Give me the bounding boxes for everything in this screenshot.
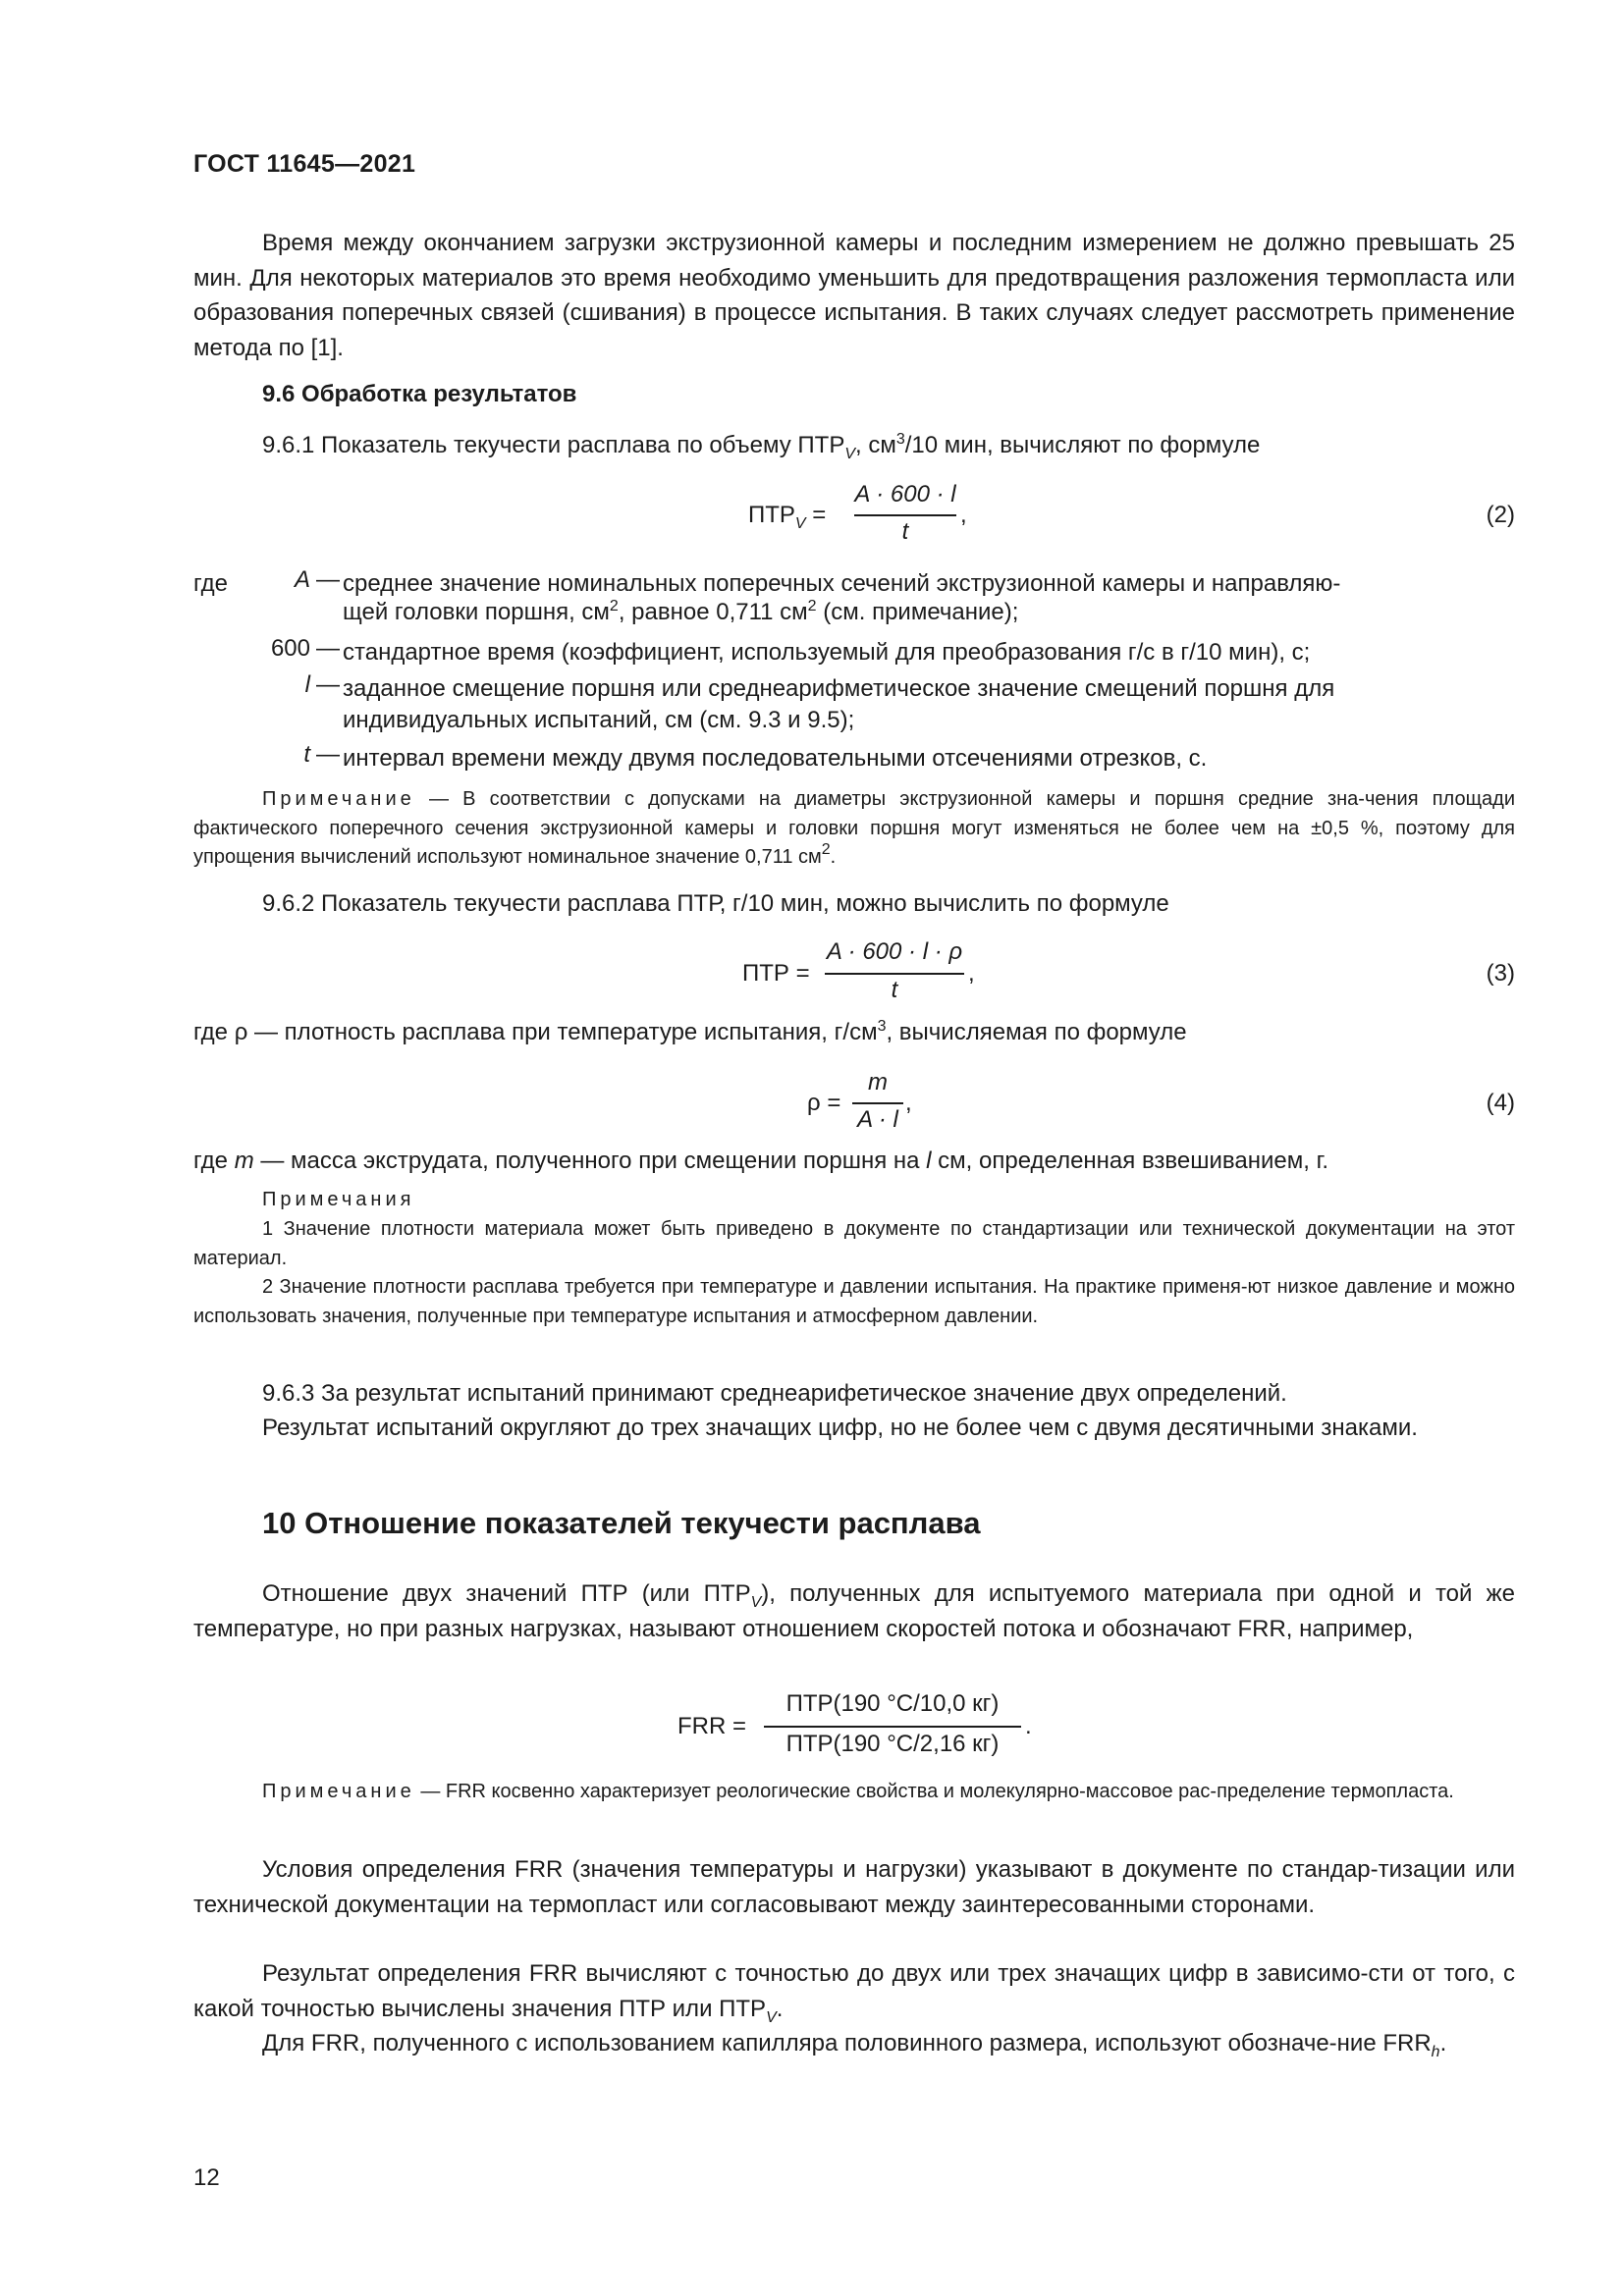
def-term-600: 600 <box>270 635 310 662</box>
paragraph-9-6-1: 9.6.1 Показатель текучести расплава по объему $ПТР_V$, $см^3/10$ мин, вычисляют по формуле <box>262 431 1261 462</box>
paragraph-9-6-3-result: Результат испытаний округляют до трех значащих цифр, но не более чем с двумя десятичными знаками. <box>262 1415 1418 1441</box>
formula-2-number: (2) <box>1486 502 1515 528</box>
formula-frr-numerator: ПТР(190 °С/10,0 кг) <box>785 1690 1000 1717</box>
section-10-paragraph-1: Отношение двух значений ПТР (или $ПТР_V$), полученных для испытуемого материала при одной и той же температуре, но при разных нагрузках, называют отношением скоростей потока и обозначают FRR, например, <box>193 1580 1516 1642</box>
formula-2-denominator: t <box>901 518 909 545</box>
formula-4-denominator: A · l <box>857 1106 898 1133</box>
document-page: ГОСТ 11645—2021 Время между окончанием загрузки экструзионной камеры и последним измерением не должно превышать 25 мин. Для некоторых материалов это время необходимо уменьшить для предотвращения разложения термопласта или образования поперечных связей (сшивания) в процессе испытания. В таких случаях следует рассмотреть применение метода по [1]. 9.6 Обработка результатов 9.6.1 Показатель текучести расплава по объему $ПТР_V$, $см^3/10$ мин, вычисляют по формуле $ПТР_V$ = A · 600 · l t , (2) где A — среднее значение номинальных поперечных сечений экструзионной камеры и направляю- щей головки поршня, $см^2$, равное 0,711 $см^2$ (см. примечание); 600 — стандартное время (коэффициент, используемый для преобразования г/с в г/10 мин), с; l — заданное смещение поршня или среднеарифметическое значение смещений поршня для индивидуальных испытаний, см (см. 9.3 и 9.5); t — интервал времени между двумя последовательными отсечениями отрезков, с. Примечание — В соответствии с допусками на диаметры экструзионной камеры и поршня средние зна-чения площади фактического поперечного сечения экструзионной камеры и головки поршня могут изменяться не более чем на ±0,5 %, поэтому для упрощения вычислений используют номинальное значение 0,711 $см^2$. 9.6.2 Показатель текучести расплава ПТР, г/10 мин, можно вычислить по формуле ПТР = A · 600 · l · ρ t , (3) где ρ — плотность расплава при температуре испытания, $г/см^3$, вычисляемая по формуле ρ = m A · l , (4) где m — масса экструдата, полученного при смещении поршня на l см, определенная взвешиванием, г. Примечания 1 Значение плотности материала может быть приведено в документе по стандартизации или технической документации на этот материал. 2 Значение плотности расплава требуется при температуре и давлении испытания. На практике применя-ют низкое давление и можно использовать значения, полученные при температуре испытания и атмосферном давлении. 9.6.3 За результат испытаний принимают среднеарифетическое значение двух определений. Результат испытаний округляют до трех значащих цифр, но не более чем с двумя десятичными знаками. 10 Отношение показателей текучести расплава Отношение двух значений ПТР (или $ПТР_V$), полученных для испытуемого материала при одной и той же температуре, но при разных нагрузках, называют отношением скоростей потока и обозначают FRR, например, FRR = ПТР(190 °С/10,0 кг) ПТР(190 °С/2,16 кг) . Примечание — FRR косвенно характеризует реологические свойства и молекулярно-массовое рас-пределение термопласта. Условия определения FRR (значения температуры и нагрузки) указывают в документе по стандар-тизации или технической документации на термопласт или согласовывают между заинтересованными сторонами. Результат определения FRR вычисляют с точностью до двух или трех значащих цифр в зависимо-сти от того, с какой точностью вычислены значения ПТР или $ПТР_V$. Для FRR, полученного с использованием капилляра половинного размера, используют обозначе-ние $FRR_h$. 12 <box>0 0 1624 2296</box>
note-1: 1 Значение плотности материала может быть приведено в документе по стандартизации или технической документации на этот материал. <box>193 1218 1515 1269</box>
notes-label: Примечания <box>262 1189 415 1210</box>
formula-3-numerator: A · 600 · l · ρ <box>826 938 963 965</box>
def-term-A: A <box>294 566 310 593</box>
def-text-t: интервал времени между двумя последовательными отсечениями отрезков, с. <box>343 745 1208 772</box>
formula-4-numerator: m <box>868 1069 888 1095</box>
paragraph-9-6-2: 9.6.2 Показатель текучести расплава ПТР, г/10 мин, можно вычислить по формуле <box>262 890 1169 917</box>
def-text-l: заданное смещение поршня или среднеарифметическое значение смещений поршня для <box>343 675 1335 702</box>
formula-4-fraction-bar <box>852 1102 903 1104</box>
section-10-paragraph-4: Для FRR, полученного с использованием капилляра половинного размера, используют обозначе-ние $FRR_h$. <box>262 2030 1447 2060</box>
document-header: ГОСТ 11645—2021 <box>193 150 416 178</box>
formula-frr-denominator: ПТР(190 °С/2,16 кг) <box>785 1731 1000 1757</box>
where-label: где <box>193 570 229 597</box>
section-10-note: Примечание — FRR косвенно характеризует реологические свойства и молекулярно-массовое рас-пределение термопласта. <box>262 1781 1454 1802</box>
page-number: 12 <box>193 2164 220 2191</box>
rho-definition: где ρ — плотность расплава при температуре испытания, $г/см^3$, вычисляемая по формуле <box>193 1018 1187 1045</box>
def-text-l-cont: индивидуальных испытаний, см (см. 9.3 и 9.5); <box>343 707 855 733</box>
formula-2-numerator: A · 600 · l <box>854 481 956 507</box>
def-text-600: стандартное время (коэффициент, используемый для преобразования г/с в г/10 мин), с; <box>343 639 1311 666</box>
formula-3-fraction-bar <box>825 973 964 975</box>
def-text-A-cont: щей головки поршня, $см^2$, равное 0,711 $см^2$ (см. примечание); <box>343 598 1019 625</box>
formula-4-number: (4) <box>1486 1090 1515 1116</box>
def-term-l: l <box>304 671 310 698</box>
paragraph-9-6-3: 9.6.3 За результат испытаний принимают среднеарифетическое значение двух определений. <box>262 1380 1287 1407</box>
def-term-t: t <box>303 741 310 768</box>
formula-3-denominator: t <box>891 977 898 1003</box>
section-heading-9-6: 9.6 Обработка результатов <box>262 381 577 407</box>
intro-paragraph: Время между окончанием загрузки экструзионной камеры и последним измерением не должно превышать 25 мин. Для некоторых материалов это время необходимо уменьшить для предотвращения разложения термопласта или образования поперечных связей (сшивания) в процессе испытания. В таких случаях следует рассмотреть применение метода по [1]. <box>193 230 1515 361</box>
formula-3-number: (3) <box>1486 960 1515 987</box>
note-9-6-1: Примечание — В соответствии с допусками на диаметры экструзионной камеры и поршня средние зна-чения площади фактического поперечного сечения экструзионной камеры и головки поршня могут изменяться не более чем на ±0,5 %, поэтому для упрощения вычислений используют номинальное значение 0,711 $см^2$. <box>193 788 1515 868</box>
section-10-paragraph-3: Результат определения FRR вычисляют с точностью до двух или трех значащих цифр в зависимо-сти от того, с какой точностью вычислены значения ПТР или $ПТР_V$. <box>193 1960 1515 2026</box>
formula-2-fraction-bar <box>854 514 956 516</box>
section-10-paragraph-2: Условия определения FRR (значения температуры и нагрузки) указывают в документе по стандар-тизации или технической документации на термопласт или согласовывают между заинтересованными сторонами. <box>193 1856 1515 1918</box>
formula-frr-fraction-bar <box>764 1726 1021 1728</box>
section-heading-10: 10 Отношение показателей текучести расплава <box>262 1506 981 1540</box>
note-2: 2 Значение плотности расплава требуется при температуре и давлении испытания. На практике применя-ют низкое давление и можно использовать значения, полученные при температуре испытания и атмосферном давлении. <box>193 1276 1515 1327</box>
m-definition: где m — масса экструдата, полученного при смещении поршня на l см, определенная взвешиванием, г. <box>193 1148 1329 1174</box>
def-text-A: среднее значение номинальных поперечных сечений экструзионной камеры и направляю- <box>343 570 1341 597</box>
